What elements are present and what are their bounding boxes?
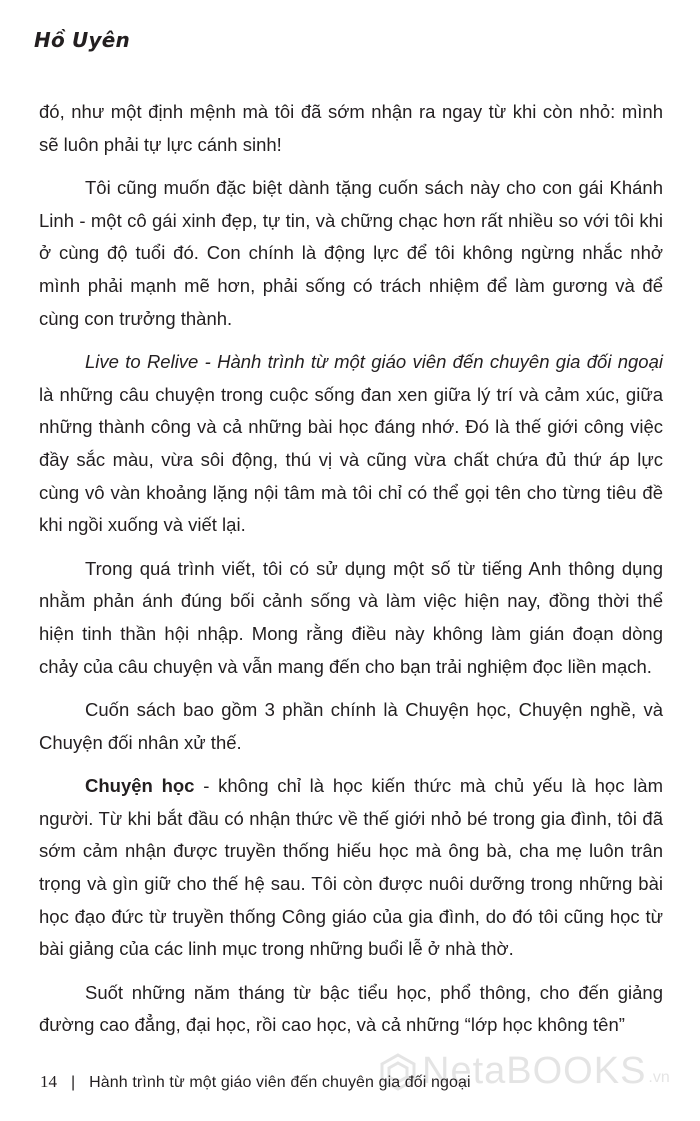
body-text xyxy=(39,96,663,1042)
page-number: 14 xyxy=(40,1072,57,1091)
section-name-bold: Chuyện học xyxy=(85,775,195,797)
paragraph: Tôi cũng muốn đặc biệt dành tặng cuốn sách này cho con gái Khánh Linh - một cô gái xinh đẹp, tự tin, và chững chạc hơn rất nhiều so với tôi khi ở cùng độ tuổi đó. Con chính là động lực để tôi không ngừng nhắc nhở mình phải mạnh mẽ hơn, phải sống có trách nhiệm để làm gương và để cùng con trưởng thành. xyxy=(39,177,663,329)
running-header-author: Hồ Uyên xyxy=(34,28,130,52)
paragraph xyxy=(39,346,663,542)
paragraph: Cuốn sách bao gồm 3 phần chính là Chuyện học, Chuyện nghề, và Chuyện đối nhân xử thế. xyxy=(39,699,663,753)
paragraph xyxy=(39,770,663,966)
paragraph-text: - không chỉ là học kiến thức mà chủ yếu là học làm người. Từ khi bắt đầu có nhận thức về thế giới nhỏ bé trong gia đình, tôi đã sớm cảm nhận được truyền thống hiếu học mà ông bà, cha mẹ luôn trân trọng và gìn giữ cho thế hệ sau. Tôi còn được nuôi dưỡng trong những bài học đạo đức từ truyền thống Công giáo của gia đình, do đó tôi cũng học từ bài giảng của các linh mục trong những buổi lễ ở nhà thờ. xyxy=(39,775,664,960)
paragraph: đó, như một định mệnh mà tôi đã sớm nhận ra ngay từ khi còn nhỏ: mình sẽ luôn phải tự lực cánh sinh! xyxy=(39,101,663,155)
footer-book-title: Hành trình từ một giáo viên đến chuyên gia đối ngoại xyxy=(89,1074,471,1091)
paragraph: Suốt những năm tháng từ bậc tiểu học, phổ thông, cho đến giảng đường cao đẳng, đại học, rồi cao học, và cả những “lớp học không tên” xyxy=(39,981,663,1036)
paragraph: Trong quá trình viết, tôi có sử dụng một số từ tiếng Anh thông dụng nhằm phản ánh đúng bối cảnh sống và làm việc hiện nay, đồng thời thể hiện tinh thần hội nhập. Mong rằng điều này không làm gián đoạn dòng chảy của câu chuyện và vẫn mang đến cho bạn trải nghiệm đọc liền mạch. xyxy=(39,557,663,677)
page-footer xyxy=(40,1072,471,1092)
watermark-suffix: .vn xyxy=(648,1069,670,1086)
footer-separator: | xyxy=(71,1074,76,1091)
paragraph-text: là những câu chuyện trong cuộc sống đan xen giữa lý trí và cảm xúc, giữa những thành công và cả những bài học đáng nhớ. Đó là thế giới công việc đầy sắc màu, vừa sôi động, thú vị và cũng vừa chất chứa đủ thứ áp lực cùng vô vàn khoảng lặng nội tâm mà tôi chỉ có thể gọi tên cho từng tiêu đề khi ngồi xuống và viết lại. xyxy=(39,383,663,536)
book-title-italic: Live to Relive - Hành trình từ một giáo viên đến chuyên gia đối ngoại xyxy=(85,351,663,373)
watermark-text: NetaBOOKS xyxy=(422,1050,647,1092)
